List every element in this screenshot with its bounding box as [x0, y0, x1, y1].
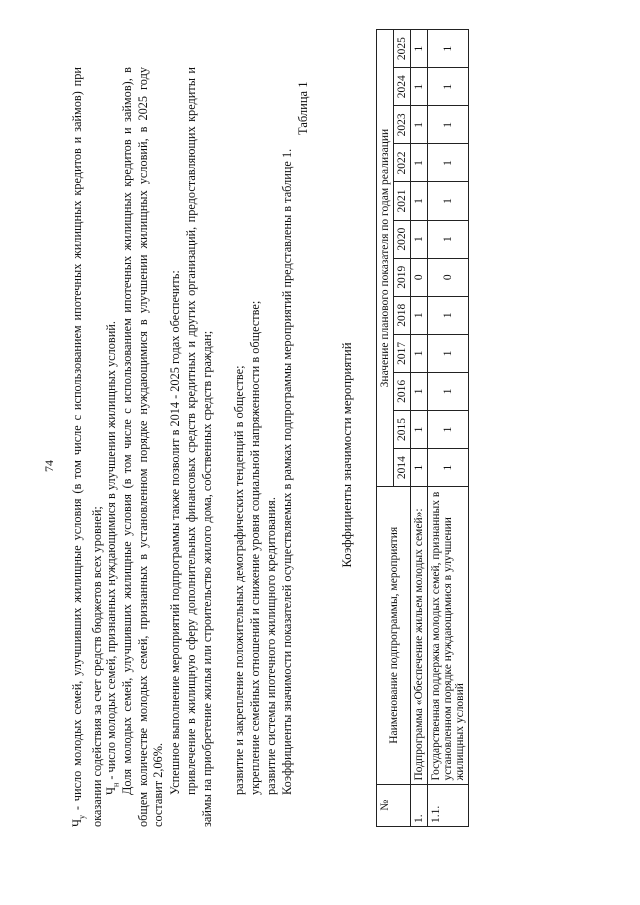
- value-cell: 1: [411, 182, 428, 220]
- value-cell: 1: [411, 144, 428, 182]
- table-row: [411, 30, 428, 827]
- value-cell: 1: [411, 220, 428, 258]
- page-number: 74: [42, 460, 56, 472]
- year-header: 2020: [394, 220, 411, 258]
- paragraph-family: укрепление семейных отношений и снижение уровня социальной напряженности в обществе;: [248, 300, 262, 795]
- value-cell: 1: [428, 449, 469, 487]
- value-cell: 1: [428, 220, 469, 258]
- value-cell: 1: [411, 372, 428, 410]
- year-header: 2014: [394, 449, 411, 487]
- value-cell: 1: [428, 296, 469, 334]
- value-cell: 1: [428, 106, 469, 144]
- table-title: Коэффициенты значимости мероприятий: [340, 342, 354, 568]
- year-header: 2016: [394, 372, 411, 410]
- year-header: 2015: [394, 410, 411, 448]
- column-header-number: №: [377, 784, 411, 826]
- year-header: 2018: [394, 296, 411, 334]
- value-cell: 1: [428, 372, 469, 410]
- row-name: Подпрограмма «Обеспечение жильем молодых семей»:: [411, 487, 428, 784]
- value-cell: 1: [428, 182, 469, 220]
- year-header: 2024: [394, 68, 411, 106]
- table-row: [428, 30, 469, 827]
- significance-table: [376, 29, 469, 827]
- year-header: 2021: [394, 182, 411, 220]
- value-cell: 1: [411, 334, 428, 372]
- row-number: 1.: [411, 784, 428, 826]
- paragraph-share: Доля молодых семей, улучшивших жилищные условия (в том числе с использованием ипотечных жилищных кредитов и займов), в общем количестве молодых семей, признанных в установленном порядке нуждающимися в улучшении жилищных условий, в 2025 году составит 2,06%.: [120, 67, 166, 827]
- year-header: 2019: [394, 258, 411, 296]
- paragraph-chu: $Ч_у$ - число молодых семей, улучшивших жилищные условия (в том числе с использованием ипотечных жилищных кредитов и займов) при оказании содействия за счет средств бюджетов всех уровней;: [70, 67, 105, 827]
- paragraph-coefficients: Коэффициенты значимости показателей осуществляемых в рамках подпрограммы мероприятий представлены в таблице 1.: [280, 148, 294, 795]
- column-header-name: Наименование подпрограммы, мероприятия: [377, 487, 411, 784]
- year-header: 2017: [394, 334, 411, 372]
- value-cell: 0: [428, 258, 469, 296]
- value-cell: 1: [428, 334, 469, 372]
- row-name: Государственная поддержка молодых семей, признанных в установленном порядке нуждающимися в улучшении жилищных условий: [428, 487, 469, 784]
- value-cell: 1: [411, 106, 428, 144]
- paragraph-attraction: привлечение в жилищную сферу дополнительных финансовых средств кредитных и других организаций, предоставляющих кредиты и займы на приобретение жилья или строительство жилого дома, собственных средств граждан;: [184, 67, 214, 827]
- value-cell: 1: [411, 449, 428, 487]
- value-cell: 1: [411, 296, 428, 334]
- value-cell: 1: [411, 30, 428, 68]
- table-label: Таблица 1: [296, 81, 310, 135]
- paragraph-mortgage: развитие системы ипотечного жилищного кредитования.: [264, 497, 278, 795]
- paragraph-demography: развитие и закрепление положительных демографических тенденций в обществе;: [232, 365, 246, 795]
- value-cell: 1: [428, 144, 469, 182]
- value-cell: 1: [411, 410, 428, 448]
- value-cell: 1: [428, 68, 469, 106]
- year-header: 2025: [394, 30, 411, 68]
- value-cell: 1: [428, 410, 469, 448]
- value-cell: 1: [428, 30, 469, 68]
- paragraph-success: Успешное выполнение мероприятий подпрограммы также позволит в 2014 - 2025 годах обеспечить:: [168, 270, 182, 795]
- column-header-plan-values: Значение планового показателя по годам реализации: [377, 30, 394, 487]
- value-cell: 1: [411, 68, 428, 106]
- year-header: 2022: [394, 144, 411, 182]
- value-cell: 0: [411, 258, 428, 296]
- year-header: 2023: [394, 106, 411, 144]
- paragraph-chn: $Ч_н$ - число молодых семей, признанных нуждающимися в улучшении жилищных условий.: [104, 321, 121, 795]
- row-number: 1.1.: [428, 784, 469, 826]
